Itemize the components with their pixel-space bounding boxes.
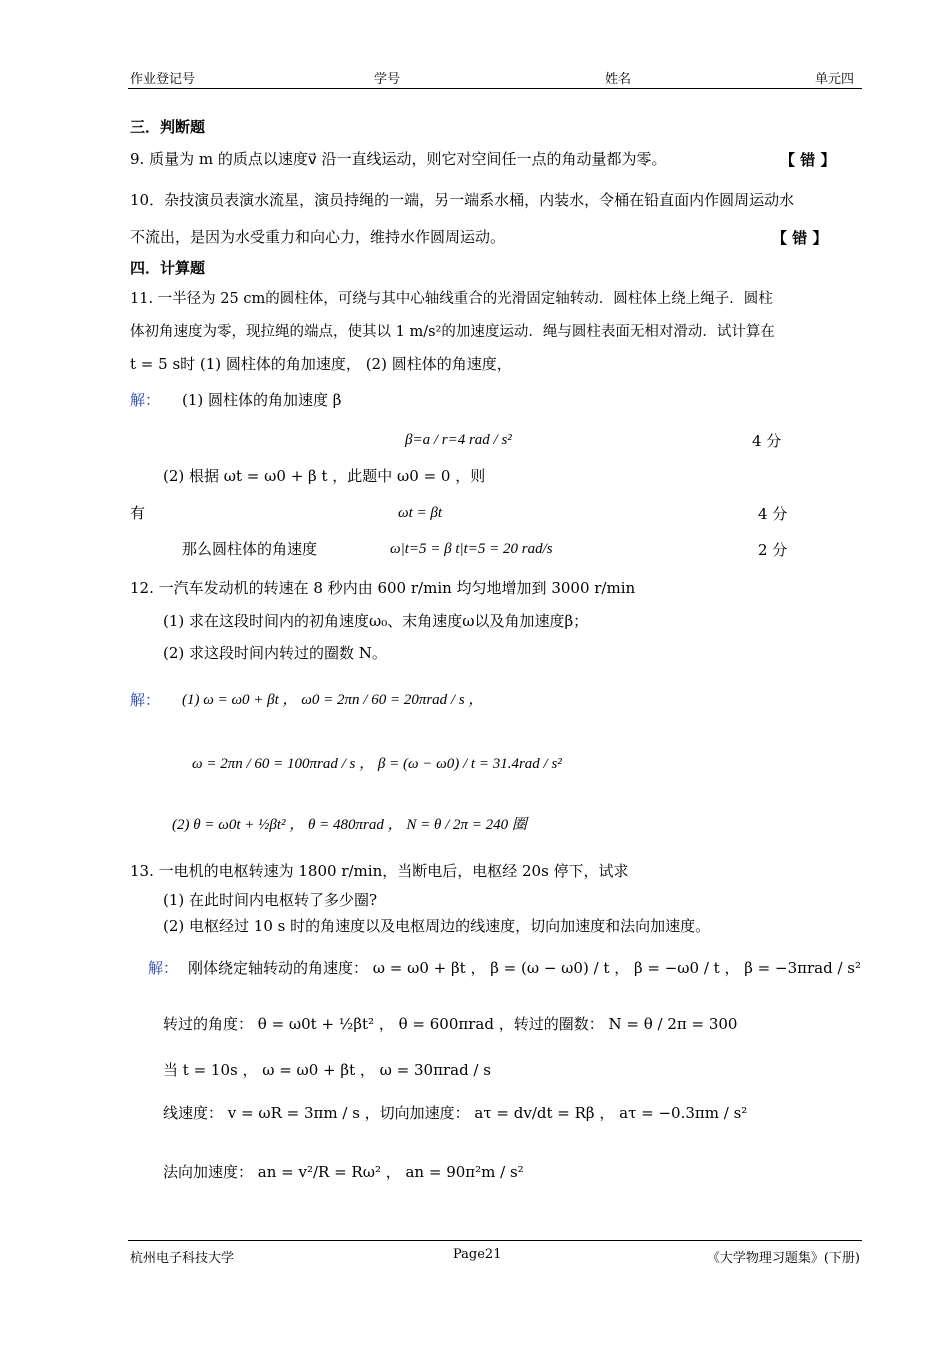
section-4-title: 四．计算题 <box>130 259 206 277</box>
q11-sol1: (1) 圆柱体的角加速度 β <box>182 391 342 409</box>
q13-line2: (1) 在此时间内电枢转了多少圈? <box>163 891 378 909</box>
q11-eq1: β=a / r=4 rad / s² <box>405 432 512 448</box>
footer-book-title: 《大学物理习题集》(下册) <box>706 1251 860 1266</box>
q12-eq2: ω = 2πn / 60 = 100πrad / s ， β = (ω − ω0) / t = 31.4rad / s² <box>192 756 562 772</box>
footer-school: 杭州电子科技大学 <box>130 1251 235 1266</box>
header-name: 姓名 <box>605 72 632 87</box>
q12-line3: (2) 求这段时间内转过的圈数 N。 <box>163 644 387 662</box>
q11-line2: 体初角速度为零，现拉绳的端点，使其以 1 m/s²的加速度运动．绳与圆柱表面无相对滑动．试计算在 <box>130 324 775 340</box>
q9-text: 9. 质量为 m 的质点以速度v⃗ 沿一直线运动，则它对空间任一点的角动量都为零。 <box>130 150 667 168</box>
q13-eq2: 转过的角度： θ = ω0t + ½βt² ， θ = 600πrad ，转过的圈数： N = θ / 2π = 300 <box>163 1015 738 1033</box>
footer-page-number: Page21 <box>453 1247 502 1262</box>
q11-score1: 4 分 <box>752 432 782 450</box>
q13-eq5: 法向加速度： an = v²/R = Rω² ， an = 90π²m / s² <box>163 1163 524 1181</box>
q13-solution-label: 解： <box>148 959 179 977</box>
q11-score2: 4 分 <box>758 505 788 523</box>
q11-eq2: ωt = βt <box>398 505 443 521</box>
q9-answer: 【 错 】 <box>780 151 836 169</box>
header-unit: 单元四 <box>814 72 854 87</box>
q10-line2: 不流出，是因为水受重力和向心力，维持水作圆周运动。 <box>130 228 506 246</box>
q13-eq4: 线速度： v = ωR = 3πm / s ，切向加速度： aτ = dv/dt = Rβ ， aτ = −0.3πm / s² <box>163 1104 748 1122</box>
q10-answer: 【 错 】 <box>772 229 828 247</box>
q11-sol3: 那么圆柱体的角速度 <box>182 540 318 558</box>
q11-line3: t = 5 s时 (1) 圆柱体的角加速度， (2) 圆柱体的角速度， <box>130 355 512 373</box>
section-3-title: 三．判断题 <box>130 118 206 136</box>
q12-eq1: (1) ω = ω0 + βt ， ω0 = 2πn / 60 = 20πrad / s ， <box>182 692 484 708</box>
page-footer <box>128 1240 862 1265</box>
q11-eq3: ω|t=5 = β t|t=5 = 20 rad/s <box>390 541 553 557</box>
q11-score3: 2 分 <box>758 541 788 559</box>
q10-line1: 10．杂技演员表演水流星，演员持绳的一端，另一端系水桶，内装水，令桶在铅直面内作圆周运动水 <box>130 191 795 209</box>
q13-line1: 13. 一电机的电枢转速为 1800 r/min，当断电后，电枢经 20s 停下，试求 <box>130 862 629 880</box>
q12-line2: (1) 求在这段时间内的初角速度ω₀、末角速度ω以及角加速度β； <box>163 612 589 630</box>
q11-line1: 11. 一半径为 25 cm的圆柱体，可绕与其中心轴线重合的光滑固定轴转动．圆柱体上绕上绳子．圆柱 <box>130 291 773 307</box>
header-student-no: 学号 <box>374 72 401 87</box>
page-header <box>128 68 862 89</box>
header-reg-no: 作业登记号 <box>130 72 196 87</box>
q11-sol2: (2) 根据 ωt = ω0 + β t ，此题中 ω0 = 0 ，则 <box>163 467 486 485</box>
q13-eq3: 当 t = 10s ， ω = ω0 + βt ， ω = 30πrad / s <box>163 1061 491 1079</box>
q13-eq1: 刚体绕定轴转动的角速度： ω = ω0 + βt ， β = (ω − ω0) / t ， β = −ω0 / t ， β = −3πrad / s² <box>188 959 862 977</box>
q11-you: 有 <box>130 504 146 522</box>
q11-solution-label: 解： <box>130 391 161 409</box>
q13-line3: (2) 电枢经过 10 s 时的角速度以及电枢周边的线速度，切向加速度和法向加速度。 <box>163 917 711 935</box>
q12-line1: 12. 一汽车发动机的转速在 8 秒内由 600 r/min 均匀地增加到 3000 r/min <box>130 579 636 597</box>
q12-solution-label: 解： <box>130 691 161 709</box>
q12-eq3: (2) θ = ω0t + ½βt² ， θ = 480πrad ， N = θ / 2π = 240 圈 <box>172 817 527 833</box>
